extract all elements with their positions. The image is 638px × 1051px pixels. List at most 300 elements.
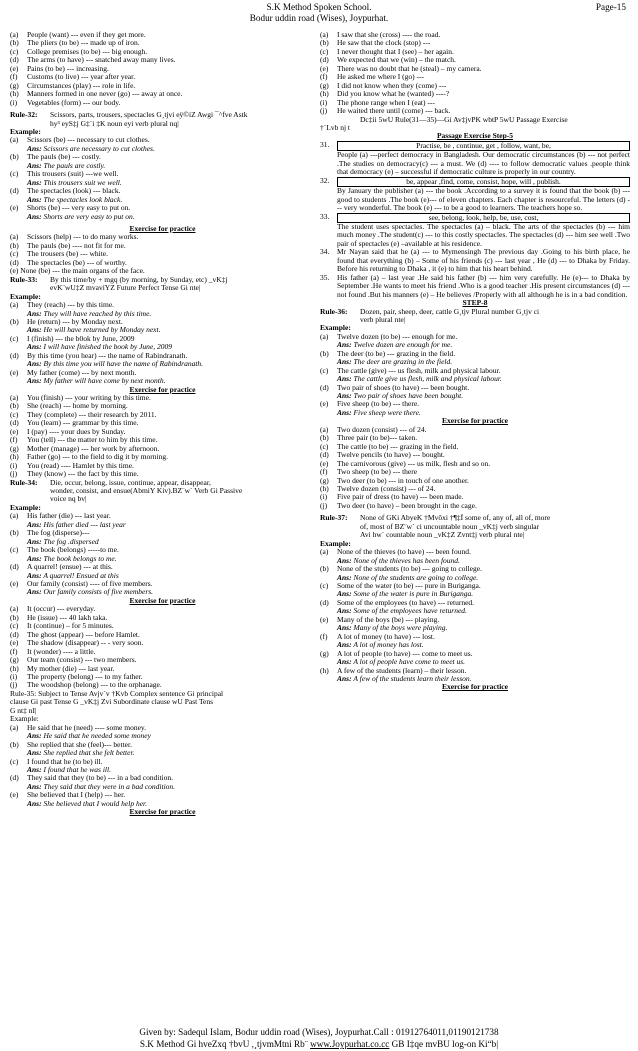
section-heading: Exercise for practice [442,416,508,426]
continuation-line [10,120,315,128]
exercise-item [10,99,315,107]
answer-line [10,538,315,546]
answer-text: A lot of money has lost. [353,640,424,650]
passage-text: Mr Nayan said that he (a) --- to Mymensingh The previous day .Going to his birth place, he found that everything (b) – Some of his friends (c) --- last year , He (d) --- to Dhaka by Friday. Before his returning to Dhaka , it (e) to him that his heart behind. [337,248,630,274]
item-text: The shadow (disappear) -- - very soon. [27,639,144,648]
item-label: (d) [10,774,19,783]
answer-text: Many of the boys were playing. [353,623,448,633]
item-label: (b) [10,613,19,622]
item-label: (g) [10,81,19,90]
exercise-item [10,39,315,47]
answer-text: Some of the water is pure in Buriganga. [353,589,474,599]
item-text: I never thought that I (see) – her again. [337,47,454,56]
exercise-item [320,65,630,73]
exercise-item [10,73,315,81]
item-label: (b) [320,565,329,574]
item-label: (d) [10,258,19,267]
item-text: Avi hw` countable noun _vK‡Z Zvnt‡j verb plural nte| [360,531,525,540]
item-label: (e) [10,64,19,73]
item-label: (c) [10,546,19,555]
item-label: (a) [320,548,329,557]
answer-line [10,179,315,187]
item-label: (f) [10,647,18,656]
answer-text: She believed that I would help her. [43,798,147,808]
item-label: (i) [10,98,18,107]
item-text: None of the students (to be) --- going to college. [337,565,482,574]
text-line: (e) None (be) --- the main organs of the face. [10,266,145,276]
item-label: (f) [320,468,328,477]
answer-line [320,624,630,632]
item-text: The deer (to be) --- grazing in the field. [337,349,456,358]
item-text: Some of the water (to be) --- pure in Buriganga. [337,582,481,590]
exercise-item [320,434,630,442]
answer-text: He will have returned by Monday next. [43,325,161,335]
item-label: (j) [320,501,328,510]
item-label: (e) [10,368,19,377]
exercise-item [10,90,315,98]
item-label: (d) [10,187,19,196]
exercise-item [10,402,315,410]
passage-text: By January the publisher (a) --- the book .According to a survey it is found that the book (b) --- good to students .The book (e)--- of eleven chapters. Each chapter is resourceful. The letters (d) --- very wonderful. The book (e) --- to be a good to learners. The teachers hope so. [337,186,630,213]
item-text: They said that they (to be) --- in a bad condition. [27,774,173,783]
item-label: (d) [10,630,19,639]
item-text: Two dozen (consist) --- of 24. [337,425,427,434]
answer-label: Ans: [27,342,42,352]
answer-line [10,521,315,529]
answer-line [10,766,315,774]
exercise-item [10,233,315,241]
item-label: (c) [10,410,19,419]
item-label: (d) [10,419,19,428]
item-text: Some of the employees (to have) --- returned. [337,598,475,607]
item-label: (g) [10,444,19,453]
answer-line [10,555,315,563]
answer-text: None of the thieves has been found. [353,555,460,565]
exercise-item [10,614,315,622]
numbered-passage [320,274,630,299]
answer-text: They said that they were in a bad condition. [43,781,176,791]
item-text: Circumstances (play) --- role in life. [27,81,136,90]
item-text: He waited there until (come) --- back. [337,107,451,116]
answer-label: Ans: [27,325,42,335]
item-text: Two deer (to be) --- in touch of one another. [337,476,469,485]
item-label: (g) [320,476,329,485]
exercise-item [10,605,315,613]
exercise-item [320,485,630,493]
item-text: She believed that I (help) --- her. [27,791,126,800]
item-label: (h) [10,664,19,673]
item-text: He (return) --- by Monday next. [27,317,123,326]
item-label: (e) [320,64,329,73]
rule-line [10,479,315,487]
item-text: It (continue) – for 5 minutes. [27,622,114,631]
item-text: You (read) ---- Hamlet by this time. [27,461,134,470]
item-label: (d) [320,383,329,392]
item-text: My father (come) --- by next month. [27,368,137,377]
item-label: (a) [10,605,19,614]
answer-label: Ans: [27,177,42,187]
footer-suffix: GB I‡qe mvBU log-on Ki“b| [389,1039,499,1049]
answer-line [320,658,630,666]
left-column [10,31,315,817]
item-label: (j) [320,107,328,116]
passage-number: 32. [320,176,330,185]
exercise-item [10,411,315,419]
answer-text: The pauls are costly. [43,160,106,170]
item-label: (d) [10,351,19,360]
item-text: He said that he (need) ---- some money. [27,723,147,732]
answer-text: The deer are grazing in the field. [353,357,453,367]
exercise-item [320,48,630,56]
page-header [0,2,638,24]
answer-label: Ans: [337,555,352,565]
exercise-item [320,31,630,39]
item-label: (g) [320,649,329,658]
item-text: This trousers (suit) ---we well. [27,170,119,179]
item-text: None of GKi AbyeK †Mvôxi †¶‡Î some of, any of, all of, more [360,514,551,523]
item-label: (i) [320,98,328,107]
item-label: (i) [10,461,18,470]
answer-label: Ans: [27,308,42,318]
item-text: Our team (consist) --- two members. [27,656,137,665]
exercise-item [10,242,315,250]
item-text: Scissors, parts, trousers, spectacles G¸tjvi eÿ©iZ Awgi ¯^fve Astk [50,111,248,120]
answer-text: They will have reached by this time. [43,308,152,318]
item-text: The arms (to have) --- snatched away many lives. [27,56,176,65]
item-text: Vegetables (form) --- our body. [27,98,121,107]
exercise-item [320,82,630,90]
item-text: voice nq bv| [50,495,87,504]
exercise-item [10,48,315,56]
answer-label: Ans: [27,748,42,758]
item-text: I did not know when they (come) --- [337,81,447,90]
answer-text: Our family consists of five members. [43,587,154,597]
item-label: Rule-36: [320,307,348,316]
answer-label: Ans: [27,160,42,170]
answer-label: Ans: [337,407,352,417]
answer-text: My father will have come by next month. [43,376,166,386]
item-text: The book (belongs) -----to me. [27,546,119,555]
item-label: (a) [320,332,329,341]
item-label: (h) [320,90,329,99]
item-label: (b) [10,39,19,48]
continuation-line [320,531,630,539]
section-heading: Exercise for practice [129,595,196,605]
item-text: By this time/by + mgq (by morning, by Sunday, etc) _vK‡j [50,275,228,284]
item-text: The spectacles (be) --- of worthy. [27,258,127,267]
item-text: The woodshop (belong) --- to the orphanage. [27,681,162,690]
answer-label: Ans: [27,519,42,529]
item-label: (h) [320,485,329,494]
item-label: (h) [320,666,329,675]
item-text: It (occur) --- everyday. [27,605,96,614]
item-text: Did you know what he (wanted) ----? [337,90,450,99]
continuation-line [10,284,315,292]
item-label: (j) [10,681,18,690]
item-label: (b) [10,402,19,411]
answer-label: Ans: [337,623,352,633]
answer-line [10,732,315,740]
item-label: (a) [10,512,19,521]
answer-text: A quarrel! Ensued at this [43,570,119,580]
answer-line [10,162,315,170]
text-line: †`Lvb nj t [320,122,350,132]
item-text: Twelve pencils (to have) --- bought. [337,451,445,460]
exercise-item [320,502,630,510]
item-text: We expected that we (win) – the match. [337,56,456,65]
item-label: (j) [10,470,18,479]
item-text: The spectacles (look) --- black. [27,187,121,196]
item-label: (c) [320,442,329,451]
item-text: Two pair of shoes (to have) --- been bought. [337,383,470,392]
passage-number: 34. [320,248,330,257]
section-heading: STEP-8 [462,298,488,308]
exercise-item [320,39,630,47]
rule-line [10,276,315,284]
answer-text: By this time you will have the name of Rabindranath. [43,359,204,369]
item-label: (a) [320,425,329,434]
answer-line [320,641,630,649]
exercise-item [10,82,315,90]
answer-line [10,749,315,757]
item-text: The cattle (give) --- us flesh, milk and physical labour. [337,366,501,375]
answer-text: The fog .dispersed [43,536,99,546]
item-text: College premises (to be) --- big enough. [27,47,148,56]
exercise-item [320,468,630,476]
answer-text: Some of the employees have returned. [353,606,467,616]
passage-number: 33. [320,212,330,221]
section-heading: Exercise for practice [442,682,508,692]
exercise-item [10,665,315,673]
answer-line [320,392,630,400]
section-heading: Exercise for practice [129,223,196,233]
item-label: (i) [320,493,328,502]
header-address: Bodur uddin road (Wises), Joypurhat. [249,13,389,23]
item-text: Two sheep (to be) --- there [337,468,418,477]
item-label: (g) [10,656,19,665]
item-label: (b) [320,349,329,358]
footer-prefix: S.K Method Gi hveZxq †bvU ,¸tjvmMtni Rb¨ [139,1039,311,1049]
item-text: Mother (manage) --- her work by afternoon. [27,444,160,453]
word-box: see, belong, look, help, be, use, cost, [337,213,630,223]
footer-website-line [0,1039,638,1050]
item-label: (c) [320,366,329,375]
item-text: Scissors (help) --- to do many works. [27,233,139,242]
exercise-item [10,65,315,73]
item-text: Twelve dozen (to be) --- enough for me. [337,332,458,341]
answer-label: Ans: [27,194,42,204]
exercise-item [10,639,315,647]
item-text: The ghost (appear) --- before Hamlet. [27,630,140,639]
item-label: (f) [320,632,328,641]
answer-label: Ans: [27,376,42,386]
answer-line [10,783,315,791]
exercise-item [10,419,315,427]
answer-label: Ans: [27,211,42,221]
item-text: of, most of BZ¨w` ci uncountable noun _vK‡j verb singular [360,522,540,531]
item-label [320,523,360,531]
word-box: Practise, be , continue, get , follow, want, be, [337,141,630,151]
answer-label: Ans: [337,606,352,616]
answer-label: Ans: [337,357,352,367]
answer-text: She replied that she felt better. [43,748,135,758]
item-label: (f) [10,73,18,82]
item-text: She replied that she (feel)--- better. [27,740,132,749]
answer-label: Ans: [337,657,352,667]
item-text: You (learn) --- grammar by this time. [27,419,139,428]
answer-text: He said that he needed some money [43,731,151,741]
item-text: He saw that the clock (stop) --- [337,39,431,48]
passage-text: The student uses spectacles. The spectacles (a) – black. The arts of the spectacles (b) --- him much money .The student(c) --- to this costly spectacles. The spectacles (d) --- him see well .Two pair of spectacles (e) –available at his residence. [337,221,630,248]
answer-label: Ans: [337,589,352,599]
answer-text: Scissors are necessary to cut clothes. [43,143,155,153]
item-text: You (finish) --- your writing by this time. [27,394,151,403]
item-text: Dc‡ii 5wU Rule(31—35)—Gi Av‡jvPK wbtP 5wU Passage Exercise [360,115,568,124]
item-text: Our family (consist) ---- of five members. [27,580,153,588]
item-text: Father (go) --- to the field to dig it by morning. [27,453,169,462]
item-label: Rule-34: [10,478,38,487]
page-number: Page-15 [595,2,626,12]
item-label: (d) [320,451,329,460]
item-text: By this time (you hear) --- the name of Rabindranath. [27,351,188,360]
item-text: Shorts (be) --- very easy to put on. [27,204,131,213]
header-school-name: S.K Method Spoken School. [266,2,372,12]
item-label: (e) [10,204,19,213]
item-label: (d) [10,56,19,65]
item-text: A lot of money (to have) --- lost. [337,632,435,641]
text-line: G nt‡ nI| [10,705,37,715]
exercise-item [320,99,630,107]
item-text: I found that he (to be) ill. [27,757,103,766]
item-label: (d) [320,56,329,65]
item-label: (e) [320,400,329,409]
item-text: She (reach) --- home by morning. [27,402,128,411]
item-label: (c) [10,47,19,56]
item-text: Many of the boys (be) --- playing. [337,615,440,624]
exercise-item [10,250,315,258]
item-text: Dozen, pair, sheep, deer, cattle G¸tjv Plural number G¸tjv ci [360,307,540,316]
item-label: (c) [320,47,329,56]
item-text: Customs (to live) --- year after year. [27,73,136,82]
answer-line [10,196,315,204]
answer-label: Ans: [337,340,352,350]
answer-text: A few of the students learn their lesson. [353,673,472,683]
answer-line [320,375,630,383]
item-label: (f) [10,436,18,445]
item-label: (b) [320,39,329,48]
item-label: (e) [320,459,329,468]
exercise-item [10,631,315,639]
item-label: (e) [10,580,19,588]
exercise-item [320,443,630,451]
item-label: Rule-32: [10,111,38,120]
item-text: They (reach) --- by this time. [27,301,115,310]
example-heading: Example: [320,538,351,548]
exercise-item [10,648,315,656]
exercise-item [320,90,630,98]
item-label: (b) [10,153,19,162]
answer-label: Ans: [27,587,42,597]
item-text: My mother (die) --- last year. [27,664,115,673]
item-label: (a) [320,31,329,39]
item-text: A lot of people (to have) --- come to meet us. [337,649,473,658]
item-text: The phone range when I (eat) --- [337,98,435,107]
item-text: The pauls (be) ---- not fit for me. [27,241,126,250]
item-text: I (pay) ---- your dues by Sunday. [27,427,126,436]
item-label: (e) [10,427,19,436]
item-label: (h) [10,453,19,462]
item-text: They (know) --- the fact by this time. [27,470,139,479]
answer-label: Ans: [27,359,42,369]
answer-line [320,358,630,366]
item-text: There was no doubt that he (steal) – my camera. [337,64,482,73]
exercise-item [10,436,315,444]
item-label: (a) [10,31,19,39]
answer-line [10,213,315,221]
section-heading: Exercise for practice [129,384,196,394]
item-label: (c) [10,622,19,631]
item-label: (f) [320,73,328,82]
item-label: (e) [10,791,19,800]
answer-text: The spectacles look black. [43,194,123,204]
example-heading: Example: [320,323,351,333]
exercise-item [10,428,315,436]
exercise-item [10,56,315,64]
exercise-item [320,426,630,434]
answer-line [10,343,315,351]
answer-label: Ans: [337,572,352,582]
exercise-item [10,622,315,630]
exercise-item [10,394,315,402]
item-label: (a) [10,301,19,310]
item-text: Five pair of dress (to have) --- been made. [337,493,464,502]
answer-label: Ans: [27,781,42,791]
continuation-line [10,487,315,495]
item-text: Manners formed in one never (go) --- away at once. [27,90,183,99]
item-text: Die, occur, belong, issue, continue, appear, disappear, [50,478,211,487]
item-text: I (finish) --- the b0ok by June, 2009 [27,334,135,343]
footer-contact: Given by: Sadequl Islam, Bodur uddin road (Wises), Joypurhat.Call : 01912764011,01190121738 [139,1027,499,1037]
answer-line [320,574,630,582]
answer-line [320,341,630,349]
item-label: (b) [10,317,19,326]
item-label: Rule-37: [320,514,348,523]
answer-line [10,572,315,580]
exercise-item [10,445,315,453]
answer-label: Ans: [27,798,42,808]
exercise-item [320,451,630,459]
answer-line [10,310,315,318]
passage-number: 35. [320,273,330,282]
answer-text: I will have finished the book by June, 2009 [43,342,172,352]
answer-text: Twelve dozen are enough for me. [353,340,453,350]
item-text: People (want) --- even if they get more. [27,31,146,39]
item-label: (d) [320,598,329,607]
rule-line [10,111,315,119]
item-label: (c) [10,334,19,343]
exercise-item [320,107,630,115]
item-label: (i) [10,672,18,681]
item-label [10,487,50,495]
footer-website-link[interactable]: www.Joypurhat.co.cc [310,1039,390,1049]
exercise-item [320,477,630,485]
answer-text: Five sheep were there. [353,407,421,417]
section-heading: Exercise for practice [129,807,196,817]
item-text: The trousers (be) --- white. [27,250,109,259]
rule-line [320,308,630,316]
item-label: Rule-33: [10,275,38,284]
exercise-item [10,470,315,478]
